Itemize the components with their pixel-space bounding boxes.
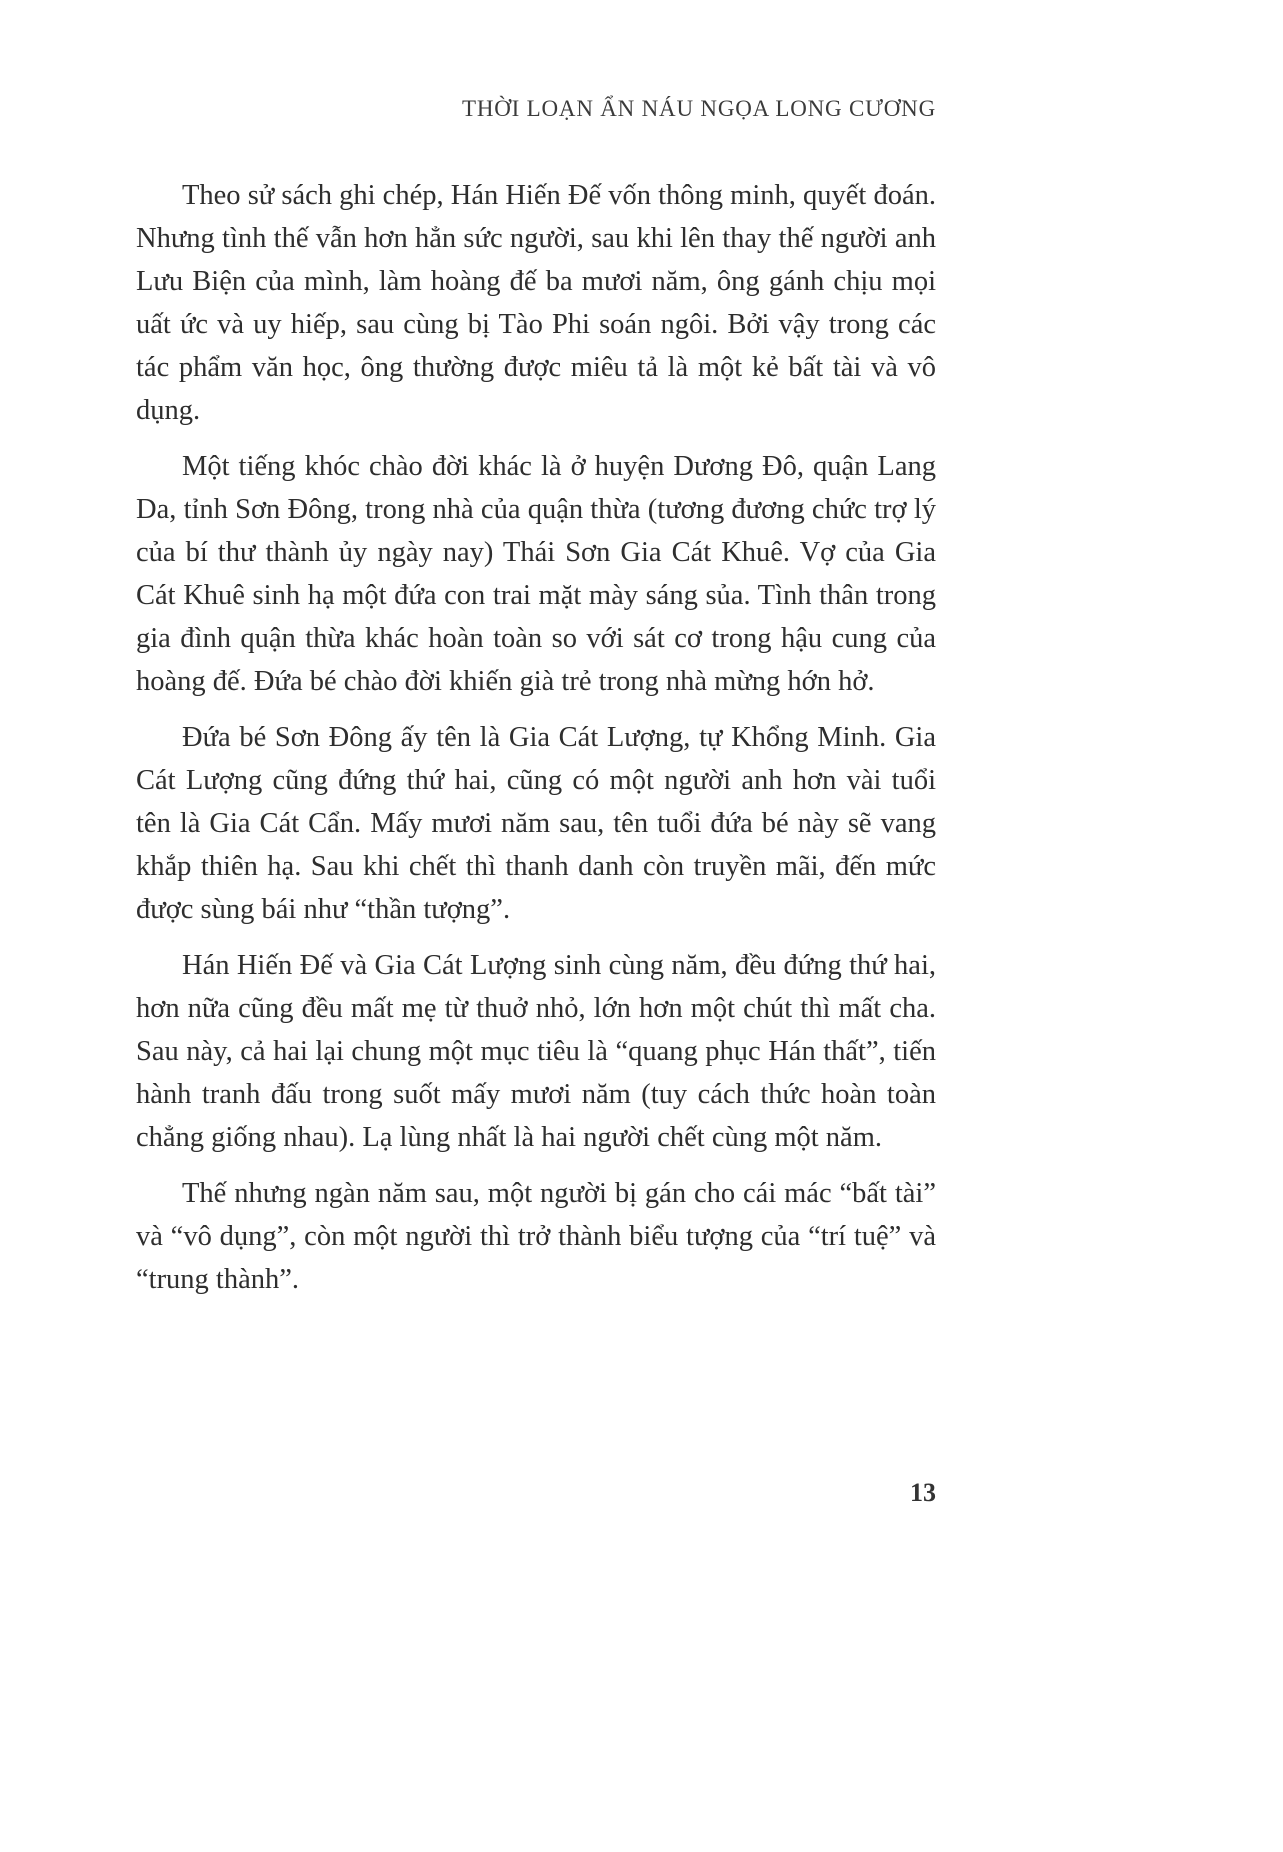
paragraph: Theo sử sách ghi chép, Hán Hiến Đế vốn thông minh, quyết đoán. Nhưng tình thế vẫn hơn hẳn sức người, sau khi lên thay thế người anh Lưu Biện của mình, làm hoàng đế ba mươi năm, ông gánh chịu mọi uất ức và uy hiếp, sau cùng bị Tào Phi soán ngôi. Bởi vậy trong các tác phẩm văn học, ông thường được miêu tả là một kẻ bất tài và vô dụng. bbox=[136, 180, 936, 426]
paragraph: Một tiếng khóc chào đời khác là ở huyện Dương Đô, quận Lang Da, tỉnh Sơn Đông, trong nhà của quận thừa (tương đương chức trợ lý của bí thư thành ủy ngày nay) Thái Sơn Gia Cát Khuê. Vợ của Gia Cát Khuê sinh hạ một đứa con trai mặt mày sáng sủa. Tình thân trong gia đình quận thừa khác hoàn toàn so với sát cơ trong hậu cung của hoàng đế. Đứa bé chào đời khiến già trẻ trong nhà mừng hớn hở. bbox=[136, 451, 936, 697]
running-head: THỜI LOẠN ẨN NÁU NGỌA LONG CƯƠNG bbox=[461, 96, 936, 121]
body-text bbox=[136, 174, 936, 1301]
paragraph: Thế nhưng ngàn năm sau, một người bị gán cho cái mác “bất tài” và “vô dụng”, còn một người thì trở thành biểu tượng của “trí tuệ” và “trung thành”. bbox=[136, 1178, 936, 1295]
paragraph: Đứa bé Sơn Đông ấy tên là Gia Cát Lượng, tự Khổng Minh. Gia Cát Lượng cũng đứng thứ hai, cũng có một người anh hơn vài tuổi tên là Gia Cát Cẩn. Mấy mươi năm sau, tên tuổi đứa bé này sẽ vang khắp thiên hạ. Sau khi chết thì thanh danh còn truyền mãi, đến mức được sùng bái như “thần tượng”. bbox=[136, 722, 936, 925]
page-number: 13 bbox=[910, 1478, 936, 1507]
text-block bbox=[136, 96, 936, 1314]
paragraph: Hán Hiến Đế và Gia Cát Lượng sinh cùng năm, đều đứng thứ hai, hơn nữa cũng đều mất mẹ từ thuở nhỏ, lớn hơn một chút thì mất cha. Sau này, cả hai lại chung một mục tiêu là “quang phục Hán thất”, tiến hành tranh đấu trong suốt mấy mươi năm (tuy cách thức hoàn toàn chẳng giống nhau). Lạ lùng nhất là hai người chết cùng một năm. bbox=[136, 950, 936, 1153]
